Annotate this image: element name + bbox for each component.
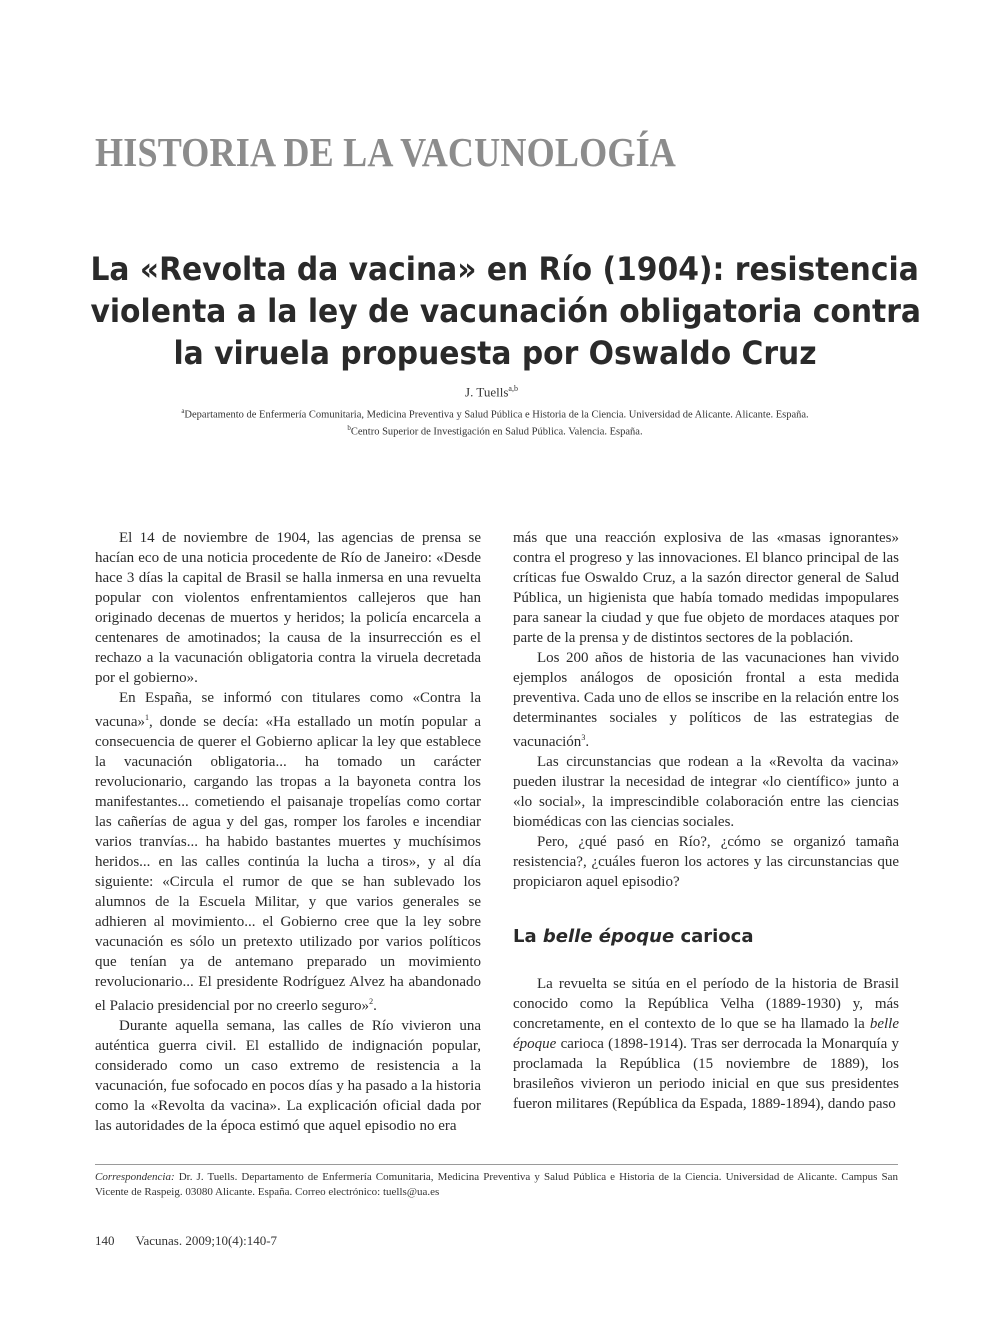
section-heading: HISTORIA DE LA VACUNOLOGÍA — [95, 129, 677, 175]
affiliation-b: $^b$Centro Superior de Investigación en Salud Pública. Valencia. España. — [347, 423, 643, 437]
footnote-divider — [95, 1164, 898, 1165]
affiliation-a: $^a$Departamento de Enfermería Comunitaria, Medicina Preventiva y Salud Pública e Historia de la Ciencia. Universidad de Alicante. Alicante. España. — [181, 407, 809, 421]
article-title — [90, 248, 922, 374]
footnote-text: Dr. J. Tuells. Departamento de Enfermería Comunitaria, Medicina Preventiva y Salud Pública e Historia de la Ciencia. Universidad de Alicante. Campus San Vicente de Raspeig. 03080 Alicante. España. Correo electrónico: tuells@ua.es — [95, 1171, 898, 1198]
footnote-label: Correspondencia: — [95, 1171, 175, 1183]
author-affiliation-marks: a,b — [508, 384, 518, 393]
title-line: la viruela propuesta por Oswaldo Cruz — [173, 334, 817, 372]
title-line: La «Revolta da vacina» en Río (1904): resistencia — [90, 250, 919, 288]
right-column — [513, 528, 899, 1114]
paragraph: Las circunstancias que rodean a la «Revolta da vacina» pueden ilustrar la necesidad de integrar «lo científico» junto a «lo social», la imprescindible colaboración entre las ciencias biomédicas con las ciencias sociales. — [513, 754, 899, 830]
reference-marker[interactable]: 3 — [581, 733, 586, 742]
author-name: J. Tuells — [465, 384, 509, 400]
section-subheading: La belle époque carioca — [513, 926, 754, 947]
author-line — [0, 384, 983, 400]
title-line: violenta a la ley de vacunación obligatoria contra — [90, 292, 922, 330]
journal-citation: Vacunas. 2009;10(4):140-7 — [135, 1233, 278, 1248]
paragraph: La revuelta se sitúa en el período de la historia de Brasil conocido como la República Velha (1889-1930) y, más concretamente, en el contexto de lo que se ha llamado la belle époque carioca (1898-1914). Tras ser derrocada la Monarquía y proclamada la República (15 noviembre de 1889), los brasileños vivieron un periodo inicial en que sus presidentes fueron militares (República da Espada, 1889-1894), dando paso — [513, 976, 899, 1112]
paragraph: más que una reacción explosiva de las «masas ignorantes» contra el progreso y las innovaciones. El blanco principal de las críticas fue Oswaldo Cruz, a la sazón director general de Salud Pública, un higienista que había tomado medidas impopulares para sanear la ciudad y que fue objeto de mordaces ataques por parte de la prensa y de distintos sectores de la población. — [513, 530, 899, 646]
reference-marker[interactable]: 2 — [369, 997, 374, 1006]
page-number: 140 — [95, 1233, 115, 1248]
paragraph: Durante aquella semana, las calles de Río vivieron una auténtica guerra civil. El estallido de indignación popular, considerado como un caso extremo de resistencia a la vacunación, fue sofocado en pocos días y ha pasado a la historia como la «Revolta da vacina». La explicación oficial dada por las autoridades de la época estimó que aquel episodio no era — [95, 1018, 481, 1134]
paragraph: Los 200 años de historia de las vacunaciones han vivido ejemplos análogos de oposición frontal a esta medida preventiva. Cada uno de ellos se inscribe en la relación entre los determinantes sociales y políticos de las estrategias de vacunación$^3$. — [513, 650, 899, 750]
page-footer — [95, 1233, 277, 1249]
paragraph: En España, se informó con titulares como «Contra la vacuna»$^1$, donde se decía: «Ha estallado un motín popular a consecuencia de querer el Gobierno aplicar la ley que establece la vacunación obligatoria... ha tomado un carácter revolucionario, cargando las tropas a la bayoneta contra los manifestantes... cometiendo el paisanaje tropelías como cortar las cañerías de agua y del gas, romper los faroles e incendiar varios tranvías... ha habido bastantes muertes y muchísimos heridos... en las calles continúa la lucha a tiros», y al día siguiente: «Circula el rumor de que se han sublevado los alumnos de la Escuela Militar, y que varios generales se adhieren al movimiento... el Gobierno cree que la ley sobre vacunación es sólo un pretexto utilizado por varios políticos que tenían ya de antemano preparado un movimiento revolucionario... El presidente Rodríguez Alvez ha abandonado el Palacio presidencial por no creerlo seguro»$^2$. — [95, 690, 481, 1014]
correspondence-footnote — [95, 1170, 898, 1200]
reference-marker[interactable]: 1 — [144, 713, 149, 722]
affiliations — [60, 405, 930, 438]
left-column — [95, 528, 481, 1136]
paragraph: El 14 de noviembre de 1904, las agencias de prensa se hacían eco de una noticia procedente de Río de Janeiro: «Desde hace 3 días la capital de Brasil se halla inmersa en una revuelta popular con violentos enfrentamientos callejeros que han originado decenas de muertos y heridos; la policía encarcela a centenares de amotinados; la causa de la insurrección es el rechazo a la vacunación obligatoria contra la viruela decretada por el gobierno». — [95, 530, 481, 686]
paragraph: Pero, ¿qué pasó en Río?, ¿cómo se organizó tamaña resistencia?, ¿cuáles fueron los actores y las circunstancias que propiciaron aquel episodio? — [513, 834, 899, 890]
